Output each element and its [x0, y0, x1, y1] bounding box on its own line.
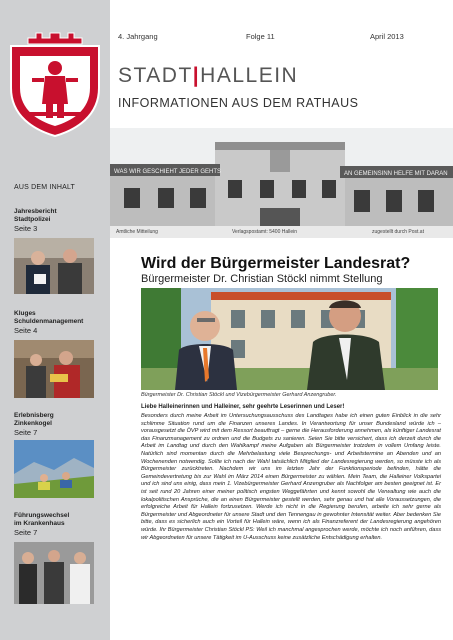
caption-amtliche-mitteilung: Amtliche Mitteilung	[116, 229, 158, 235]
toc-item-title: Stadtpolizei	[14, 216, 51, 223]
masthead-subtitle: INFORMATIONEN AUS DEM RATHAUS	[118, 96, 359, 110]
toc-item-krankenhaus[interactable]	[14, 512, 106, 537]
masthead-title-stadt: STADT	[118, 64, 193, 87]
caption-verlagspostamt: Verlagspostamt: 5400 Hallein	[232, 229, 298, 235]
issue-date: April 2013	[370, 32, 404, 41]
toc-item-title: Erlebnisberg	[14, 412, 54, 419]
toc-photo-mountain	[14, 440, 94, 498]
toc-photo-hospital	[14, 542, 94, 604]
toc-photo-police	[14, 238, 94, 294]
masthead-title	[118, 64, 298, 88]
toc-item-stadtpolizei[interactable]	[14, 208, 106, 233]
article-headline: Wird der Bürgermeister Landesrat?	[141, 255, 411, 272]
toc-photo-finance	[14, 340, 94, 398]
article-body: Besonders durch meine Arbeit im Untersuchungsausschuss des Landtages habe ich einen guten Einblick in die sehr schlimme Situation rund um die Finanzen unseres Landes. In Verantwortung für unser Bundesland würde ich – vorausgesetzt die ÖVP wird mit dem Ressort beauftragt – gerne die Herausforderung annehmen, als künftiger Landesrat das Finanzmanagement zu ordnen und die Budgets zu sanieren. Seien Sie bitte versichert, dass ich derzeit durch die Arbeit im Landtag und durch den Wahlkampf meine Aufgaben als Bürgermeister trotzdem in vollem Umfang leiste. Natürlich sind momentan durch die Mehrbelastung viele Besprechungs- und Arbeitstermine an Abenden und an Wochenenden notwendig. Sollte ich nach der Wahl tatsächlich Mitglied der Landesregierung werden, so müsste ich als Bürgermeister zurücktreten. Nachdem wir uns im letzten Jahr der Funktionsperiode befinden, hätte die Gemeindevertretung bis zur Wahl im März 2014 einen Bürgermeister zu wählen. Mein Team, die Halleiner Volkspartei und ich sind uns einig, dass mein 1. Vizebürgermeister Gerhard Anzengruber als Nachfolger am besten geeignet ist. Er ist seit rund 20 Jahren einer meiner politisch engsten Weggefährten und kennt sowohl die Verwaltung wie auch die lokalpolitischen Ansprüche, die an einen Bürgermeister gestellt werden, sehr genau und hat alle Voraussetzungen, die erfolgreiche Arbeit für Hallein fortzusetzen. Werde ich nicht in die Regierung berufen, arbeite ich sehr gerne als Bürgermeister und Abgeordneter für unsere Stadt und den Tennengau in gewohnter Intensität weiter. Aber bedenken Sie bitte, dass es sicherlich auch ein Vorteil für Hallein wäre, wenn ich als Finanzreferent der Landesregierung angehören würde. Ihr Bürgermeister Christian Stöckl PS: Weil ich manchmal angesprochen werde, möchte ich noch anführen, dass wir Abgeordneten für unsere Tätigkeit im U-Ausschuss keine zusätzliche Entschädigung erhalten.	[141, 413, 441, 541]
toc-item-title: Jahresbericht	[14, 208, 57, 215]
masthead-divider: |	[192, 64, 201, 87]
hero-caption-bar	[110, 226, 453, 238]
toc-item-title: Zinkenkogel	[14, 420, 52, 427]
toc-item-title: Führungswechsel	[14, 512, 70, 519]
toc-item-page: Seite 7	[14, 428, 38, 437]
hero-photo-rathaus	[110, 128, 453, 238]
masthead-title-hallein: HALLEIN	[200, 64, 299, 87]
caption-zustellung: zugestellt durch Post.at	[372, 229, 424, 235]
toc-item-title: im Krankenhaus	[14, 520, 65, 527]
article-subheadline: Bürgermeister Dr. Christian Stöckl nimmt Stellung	[141, 273, 383, 285]
sidebar	[0, 0, 110, 640]
article-lead: Liebe Halleinerinnen und Halleiner, sehr geehrte Leserinnen und Leser!	[141, 404, 345, 410]
toc-heading: AUS DEM INHALT	[14, 184, 76, 191]
hero-sign-left: WAS WIR GESCHIEHT JEDER GEHTS	[114, 169, 222, 175]
issue-year: 4. Jahrgang	[118, 32, 158, 41]
toc-item-zinkenkogel[interactable]	[14, 412, 106, 437]
article-photo-caption: Bürgermeister Dr. Christian Stöckl und Vizebürgermeister Gerhard Anzengruber.	[141, 392, 337, 398]
toc-item-title: Kluges	[14, 310, 36, 317]
toc-item-schuldenmanagement[interactable]	[14, 310, 106, 335]
issue-number: Folge 11	[246, 32, 275, 41]
hero-sign-right: AN GEMEINSINN HELFE MIT DARAN	[344, 171, 448, 177]
toc-item-page: Seite 4	[14, 326, 38, 335]
toc-item-page: Seite 3	[14, 224, 38, 233]
city-crest-logo	[8, 30, 102, 138]
toc-item-page: Seite 7	[14, 528, 38, 537]
toc-item-title: Schuldenmanagement	[14, 318, 84, 325]
article-photo-mayors	[141, 288, 438, 390]
